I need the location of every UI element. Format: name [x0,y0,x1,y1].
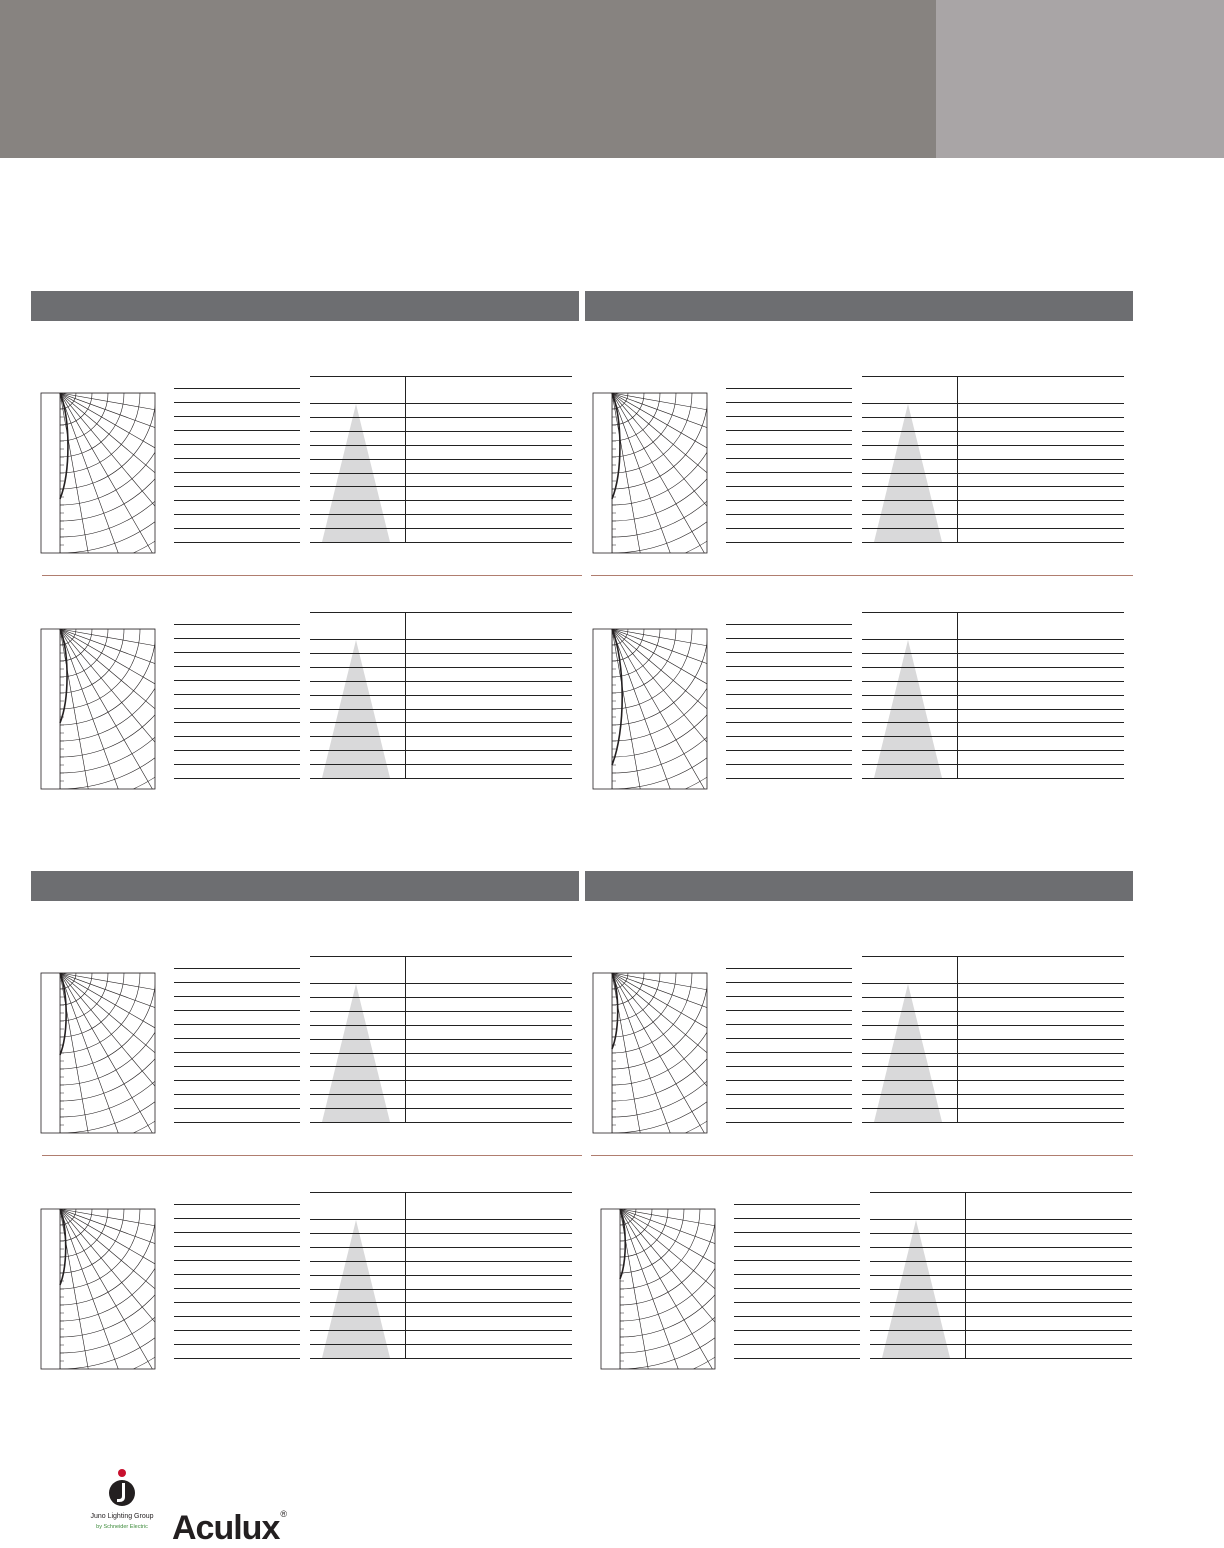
table-row-rule [310,1011,572,1012]
table-row-rule [862,667,1124,668]
table-row-rule [310,764,572,765]
header-tab [936,0,1224,158]
candela-curve [60,973,66,1055]
value-rule [726,458,852,459]
candela-curve [612,973,618,1049]
beam-cone-graphic [862,376,962,546]
table-row-rule [862,445,1124,446]
value-rule [726,708,852,709]
table-row-rule [862,639,1124,640]
value-rule [726,638,852,639]
value-rule [726,528,852,529]
aculux-logo [172,1494,286,1548]
table-row-rule [310,997,572,998]
value-rule [174,652,300,653]
table-row-rule [310,983,572,984]
juno-red-dot-icon [118,1469,126,1477]
value-rule [174,514,300,515]
value-rule [174,624,300,625]
table-row-rule [862,778,1124,779]
value-rule [174,1094,300,1095]
value-rule [174,1108,300,1109]
candlepower-value-column [726,612,852,782]
value-rule [726,542,852,543]
value-rule [174,1246,300,1247]
table-row-rule [310,431,572,432]
table-row-rule [862,1122,1124,1123]
table-row-rule [310,653,572,654]
table-row-rule [862,1108,1124,1109]
table-row-rule [310,667,572,668]
value-rule [174,500,300,501]
table-row-rule [310,1247,572,1248]
value-rule [174,1024,300,1025]
value-rule [734,1204,860,1205]
value-rule [726,750,852,751]
header-band [0,0,936,158]
value-rule [174,1344,300,1345]
value-rule [726,514,852,515]
table-row-rule [310,1219,572,1220]
candela-curve [60,1209,66,1285]
candlepower-value-column [174,1192,300,1362]
table-row-rule [310,1233,572,1234]
table-row-rule [862,983,1124,984]
value-rule [174,472,300,473]
value-rule [734,1330,860,1331]
value-rule [174,528,300,529]
juno-lighting-group-logo [84,1466,160,1532]
value-rule [726,680,852,681]
table-row-rule [310,1080,572,1081]
table-row-rule [310,459,572,460]
candlepower-polar-chart [592,392,712,562]
value-rule [726,1094,852,1095]
value-rule [734,1316,860,1317]
value-rule [174,388,300,389]
table-row-rule [310,528,572,529]
table-row-rule [310,473,572,474]
table-row-rule [870,1344,1132,1345]
photometric-block-1 [40,376,600,606]
value-rule [726,722,852,723]
table-row-rule [310,681,572,682]
value-rule [726,652,852,653]
value-rule [726,1038,852,1039]
candlepower-value-column [726,376,852,546]
value-rule [174,1052,300,1053]
beam-spread-table [310,1192,572,1362]
value-rule [726,982,852,983]
value-rule [174,1010,300,1011]
table-row-rule [870,1219,1132,1220]
photometric-block-8 [600,1192,1160,1422]
table-row-rule [862,653,1124,654]
table-row-rule [862,1080,1124,1081]
table-row-rule [870,1302,1132,1303]
value-rule [174,1260,300,1261]
value-rule [734,1288,860,1289]
table-row-rule [310,1039,572,1040]
beam-cone-graphic [862,956,962,1126]
candlepower-value-column [174,612,300,782]
table-row-rule [862,473,1124,474]
value-rule [174,968,300,969]
table-row-rule [870,1358,1132,1359]
table-row-rule [870,1289,1132,1290]
value-rule [174,1038,300,1039]
table-row-rule [862,528,1124,529]
beam-spread-table [862,376,1124,546]
candela-curve [620,1209,625,1279]
value-rule [174,458,300,459]
table-row-rule [870,1330,1132,1331]
value-rule [174,764,300,765]
value-rule [174,402,300,403]
value-rule [174,996,300,997]
beam-cone-graphic [862,612,962,782]
table-row-rule [310,1122,572,1123]
value-rule [726,1066,852,1067]
beam-spread-table [862,612,1124,782]
table-row-rule [310,1358,572,1359]
table-row-rule [862,1025,1124,1026]
table-row-rule [870,1261,1132,1262]
value-rule [726,1052,852,1053]
value-rule [734,1246,860,1247]
table-row-rule [862,750,1124,751]
value-rule [726,402,852,403]
table-row-rule [870,1316,1132,1317]
table-row-rule [310,417,572,418]
value-rule [174,486,300,487]
table-row-rule [862,1066,1124,1067]
table-row-rule [310,486,572,487]
table-row-rule [310,403,572,404]
value-rule [726,666,852,667]
value-rule [174,542,300,543]
candlepower-polar-chart [592,628,712,798]
value-rule [174,1302,300,1303]
value-rule [174,750,300,751]
table-row-rule [310,514,572,515]
table-row-rule [310,1053,572,1054]
value-rule [174,1204,300,1205]
candlepower-value-column [174,376,300,546]
value-rule [174,666,300,667]
section-bar-bottom-left [31,871,579,901]
table-row-rule [310,1025,572,1026]
photometric-block-5 [40,956,600,1186]
value-rule [174,708,300,709]
table-row-rule [862,764,1124,765]
registered-mark: ® [280,1509,286,1519]
value-rule [174,736,300,737]
value-rule [726,968,852,969]
value-rule [174,1330,300,1331]
candlepower-polar-chart [40,1208,160,1378]
table-row-rule [862,709,1124,710]
candlepower-polar-chart [40,392,160,562]
value-rule [726,1122,852,1123]
value-rule [734,1218,860,1219]
value-rule [174,430,300,431]
table-row-rule [862,681,1124,682]
candlepower-value-column [726,956,852,1126]
candela-curve [612,629,622,765]
value-rule [726,736,852,737]
juno-logo-subline: by Schneider Electric [96,1524,148,1530]
photometric-block-3 [40,612,600,842]
table-row-rule [862,722,1124,723]
value-rule [174,680,300,681]
value-rule [734,1260,860,1261]
table-row-rule [862,695,1124,696]
photometric-block-4 [592,612,1152,842]
table-row-rule [310,500,572,501]
value-rule [726,416,852,417]
value-rule [174,1122,300,1123]
beam-cone-graphic [310,376,410,546]
value-rule [734,1232,860,1233]
table-row-rule [310,1344,572,1345]
table-row-rule [862,417,1124,418]
value-rule [174,1274,300,1275]
table-row-rule [862,500,1124,501]
section-bar-top-left [31,291,579,321]
table-row-rule [862,514,1124,515]
candlepower-value-column [174,956,300,1126]
photometric-block-7 [40,1192,600,1422]
table-row-rule [862,736,1124,737]
value-rule [726,764,852,765]
value-rule [174,444,300,445]
juno-logo-name: Juno Lighting Group [90,1513,154,1520]
table-row-rule [862,486,1124,487]
candlepower-polar-chart [40,628,160,798]
value-rule [734,1358,860,1359]
value-rule [726,486,852,487]
aculux-logo-text: Aculux [172,1509,280,1547]
value-rule [174,1080,300,1081]
value-rule [174,1232,300,1233]
candlepower-value-column [734,1192,860,1362]
value-rule [726,472,852,473]
value-rule [726,430,852,431]
value-rule [726,388,852,389]
table-row-rule [862,1011,1124,1012]
table-row-rule [310,542,572,543]
table-row-rule [862,1039,1124,1040]
beam-cone-graphic [310,956,410,1126]
table-row-rule [310,709,572,710]
photometric-block-2 [592,376,1152,606]
value-rule [174,722,300,723]
beam-spread-table [310,376,572,546]
table-row-rule [870,1233,1132,1234]
beam-cone-graphic [870,1192,970,1362]
table-row-rule [310,750,572,751]
section-bar-bottom-right [585,871,1133,901]
table-row-rule [862,403,1124,404]
value-rule [726,1010,852,1011]
photometric-block-6 [592,956,1152,1186]
value-rule [726,500,852,501]
table-row-rule [310,1261,572,1262]
value-rule [734,1302,860,1303]
beam-cone-graphic [310,1192,410,1362]
value-rule [174,1288,300,1289]
table-row-rule [870,1275,1132,1276]
table-row-rule [310,695,572,696]
value-rule [174,1218,300,1219]
table-row-rule [862,997,1124,998]
candlepower-polar-chart [600,1208,720,1378]
table-row-rule [310,1094,572,1095]
value-rule [174,416,300,417]
table-row-rule [310,1275,572,1276]
value-rule [174,1316,300,1317]
section-bar-top-right [585,291,1133,321]
table-row-rule [862,1094,1124,1095]
value-rule [726,778,852,779]
table-row-rule [310,1066,572,1067]
value-rule [726,694,852,695]
table-row-rule [310,722,572,723]
table-row-rule [310,1108,572,1109]
beam-cone-graphic [310,612,410,782]
table-row-rule [310,736,572,737]
value-rule [174,638,300,639]
value-rule [174,778,300,779]
table-row-rule [310,1289,572,1290]
table-row-rule [862,1053,1124,1054]
value-rule [726,1080,852,1081]
table-row-rule [862,431,1124,432]
table-row-rule [310,639,572,640]
table-row-rule [310,1316,572,1317]
value-rule [174,1066,300,1067]
beam-spread-table [870,1192,1132,1362]
table-row-rule [310,445,572,446]
candlepower-polar-chart [40,972,160,1142]
candlepower-polar-chart [592,972,712,1142]
value-rule [726,624,852,625]
value-rule [726,1024,852,1025]
value-rule [174,1358,300,1359]
table-row-rule [870,1247,1132,1248]
beam-spread-table [310,956,572,1126]
value-rule [174,982,300,983]
value-rule [726,1108,852,1109]
table-row-rule [862,542,1124,543]
value-rule [726,444,852,445]
value-rule [734,1274,860,1275]
beam-spread-table [862,956,1124,1126]
table-row-rule [310,778,572,779]
table-row-rule [310,1302,572,1303]
table-row-rule [310,1330,572,1331]
beam-spread-table [310,612,572,782]
table-row-rule [862,459,1124,460]
value-rule [174,694,300,695]
value-rule [734,1344,860,1345]
value-rule [726,996,852,997]
